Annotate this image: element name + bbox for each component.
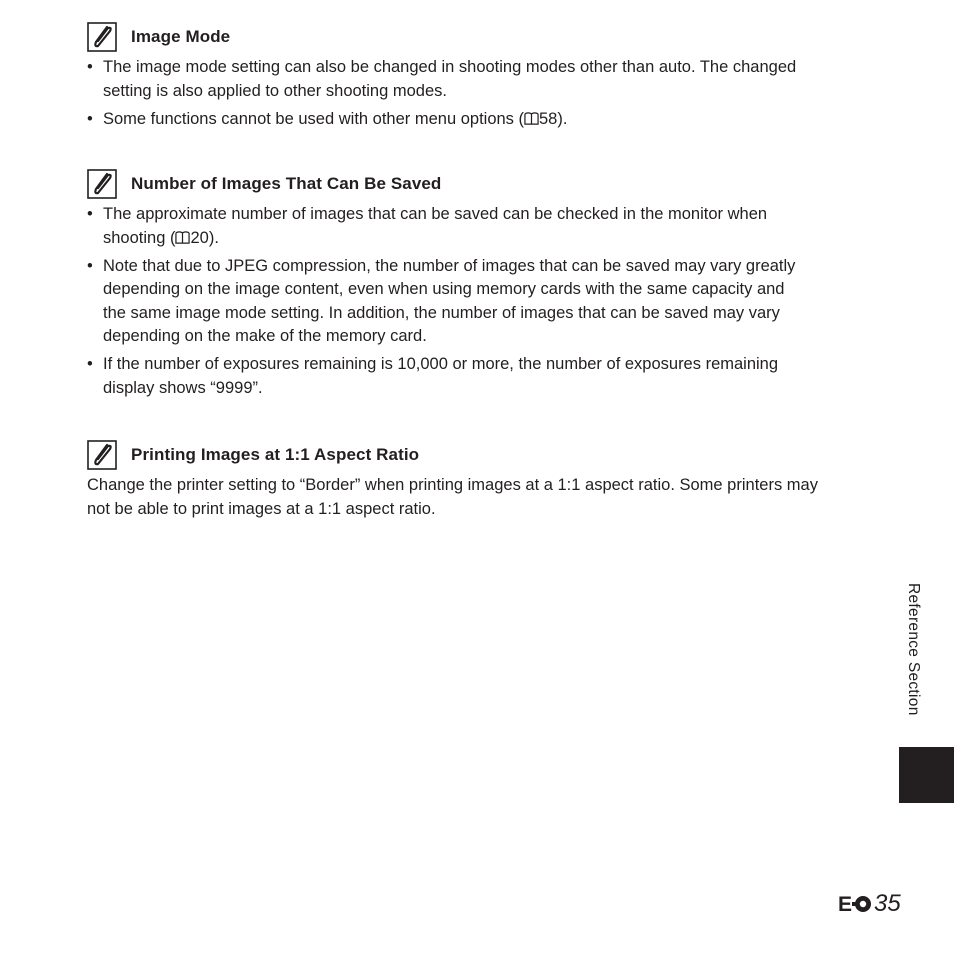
bullet: • [87,355,93,373]
bullet-list [87,56,877,131]
text-line: 58). [539,109,568,128]
page-number [838,890,901,918]
section-tab-marker [899,747,954,803]
page-reference-icon[interactable] [524,111,539,126]
text-line: If the number of exposures remaining is 10,000 or more, the number of exposures remaining [103,355,779,373]
pencil-note-icon [87,169,117,199]
text-line: Change the printer setting to “Border” when printing images at a 1:1 aspect ratio. Some printers may [87,476,818,494]
note-title: Number of Images That Can Be Saved [131,174,442,193]
page-reference-icon[interactable] [175,230,190,245]
note-printing-aspect-ratio [87,440,877,521]
list-item [87,353,877,400]
text-line: The image mode setting can also be changed in shooting modes other than auto. The changed [103,58,797,76]
text-line: Note that due to JPEG compression, the number of images that can be saved may vary greatly [103,256,796,275]
bullet: • [87,205,93,223]
text-line: the same image mode setting. In addition, the number of images that can be saved may vary [103,303,780,322]
text-line: setting is also applied to other shooting modes. [103,81,447,100]
list-item [87,108,877,132]
list-item [87,255,877,349]
list-item [87,56,877,103]
svg-text:E: E [838,894,853,914]
note-image-mode [87,22,877,136]
reference-section-icon [838,894,872,914]
text-line: display shows “9999”. [103,378,263,397]
bullet: • [87,58,93,76]
bullet-list [87,203,877,400]
note-title: Image Mode [131,27,231,46]
text-line: shooting ( [103,228,176,247]
paragraph [87,473,877,521]
text-line: The approximate number of images that can be saved can be checked in the monitor when [103,205,768,223]
pencil-note-icon [87,440,117,470]
text-line: Some functions cannot be used with other menu options ( [103,109,524,128]
bullet: • [87,109,93,128]
text-line: not be able to print images at a 1:1 aspect ratio. [87,500,436,518]
pencil-note-icon [87,22,117,52]
list-item [87,203,877,250]
note-heading [87,169,877,199]
note-number-of-images [87,169,877,405]
text-line: depending on the image content, even when using memory cards with the same capacity and [103,280,785,298]
page-number-value: 35 [874,890,901,917]
text-line: depending on the make of the memory card. [103,327,427,345]
section-side-label: Reference Section [905,583,922,716]
text-line: 20). [190,228,219,247]
note-heading [87,22,877,52]
note-title: Printing Images at 1:1 Aspect Ratio [131,445,420,464]
bullet: • [87,256,93,275]
note-heading [87,440,877,470]
